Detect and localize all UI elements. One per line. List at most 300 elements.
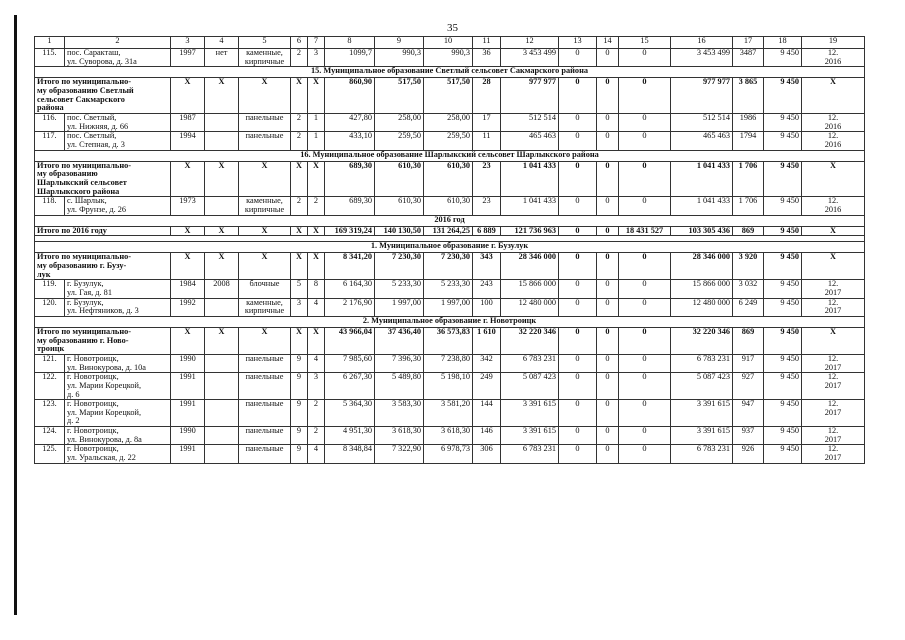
column-number-row <box>35 37 865 49</box>
total-cell: 0 <box>597 327 619 354</box>
table-cell: 2008 <box>205 280 239 298</box>
table-cell <box>205 427 239 445</box>
total-cell: X <box>205 253 239 280</box>
table-cell: 0 <box>619 49 671 67</box>
total-cell: 1 610 <box>473 327 501 354</box>
row-number: 117. <box>35 132 65 150</box>
column-number: 16 <box>671 37 733 49</box>
total-cell: X <box>239 226 291 236</box>
table-cell: 7 396,30 <box>375 355 424 373</box>
table-cell: 1 041 433 <box>501 197 559 215</box>
table-cell <box>205 132 239 150</box>
table-cell: 0 <box>597 49 619 67</box>
row-number: 116. <box>35 114 65 132</box>
table-cell: 1984 <box>171 280 205 298</box>
row-number: 119. <box>35 280 65 298</box>
total-cell: X <box>291 78 308 114</box>
table-cell: 0 <box>559 114 597 132</box>
table-cell: 12 480 000 <box>671 298 733 316</box>
table-cell: 12. 2017 <box>802 427 865 445</box>
total-row <box>35 226 865 236</box>
table-cell: 0 <box>619 280 671 298</box>
table-cell: 3 583,30 <box>375 400 424 427</box>
table-cell: 5 364,30 <box>325 400 375 427</box>
table-cell: 8 <box>308 280 325 298</box>
table-cell: 7 985,60 <box>325 355 375 373</box>
table-cell: 12. 2017 <box>802 400 865 427</box>
table-cell: 5 <box>291 280 308 298</box>
table-cell: 0 <box>559 373 597 400</box>
column-number: 4 <box>205 37 239 49</box>
table-cell: 2 <box>308 197 325 215</box>
table-cell: 12. 2017 <box>802 298 865 316</box>
total-cell: 0 <box>559 78 597 114</box>
total-cell: 9 450 <box>764 78 802 114</box>
total-cell: 7 230,30 <box>424 253 473 280</box>
table-cell: 1 997,00 <box>424 298 473 316</box>
table-cell: панельные <box>239 355 291 373</box>
total-cell: 103 305 436 <box>671 226 733 236</box>
address-cell: г. Новотроицк, ул. Уральская, д. 22 <box>65 445 171 463</box>
table-cell: 6 783 231 <box>501 445 559 463</box>
total-cell: 7 230,30 <box>375 253 424 280</box>
table-cell: 3 <box>291 298 308 316</box>
total-cell: 0 <box>619 327 671 354</box>
table-cell: 0 <box>597 373 619 400</box>
table-cell: панельные <box>239 427 291 445</box>
table-cell: 9 <box>291 355 308 373</box>
table-cell: 3 391 615 <box>501 400 559 427</box>
table-cell: 249 <box>473 373 501 400</box>
total-cell: 9 450 <box>764 327 802 354</box>
table-cell: 0 <box>559 445 597 463</box>
address-cell: г. Новотроицк, ул. Винокурова, д. 10а <box>65 355 171 373</box>
table-cell: 146 <box>473 427 501 445</box>
table-cell: 12. 2017 <box>802 373 865 400</box>
table-cell: 9 <box>291 400 308 427</box>
table-cell: 512 514 <box>671 114 733 132</box>
table-cell: 3 618,30 <box>424 427 473 445</box>
table-cell: 15 866 000 <box>501 280 559 298</box>
column-number: 15 <box>619 37 671 49</box>
table-cell: панельные <box>239 445 291 463</box>
column-number: 8 <box>325 37 375 49</box>
table-cell: панельные <box>239 132 291 150</box>
table-cell: 4 <box>308 355 325 373</box>
table-cell: 9 450 <box>764 114 802 132</box>
total-cell: 6 889 <box>473 226 501 236</box>
total-label: Итого по муниципально- му образованию г. Ново- троицк <box>35 327 171 354</box>
total-cell: 131 264,25 <box>424 226 473 236</box>
section-heading-row <box>35 215 865 226</box>
table-cell: 15 866 000 <box>671 280 733 298</box>
total-cell: 0 <box>597 253 619 280</box>
table-row <box>35 445 865 463</box>
total-cell: X <box>308 327 325 354</box>
table-cell: 12. 2017 <box>802 445 865 463</box>
total-cell: 9 450 <box>764 161 802 197</box>
binding-margin-line <box>14 15 17 615</box>
table-cell: 9 450 <box>764 373 802 400</box>
table-cell: 0 <box>619 373 671 400</box>
table-cell: 0 <box>619 427 671 445</box>
table-cell: 3 391 615 <box>501 427 559 445</box>
total-cell: X <box>171 327 205 354</box>
total-cell: 0 <box>597 161 619 197</box>
table-cell: 433,10 <box>325 132 375 150</box>
address-cell: г. Новотроицк, ул. Винокурова, д. 8а <box>65 427 171 445</box>
table-cell: 1099,7 <box>325 49 375 67</box>
total-label: Итого по муниципально- му образованию г. Бузу- лук <box>35 253 171 280</box>
table-cell: 1990 <box>171 427 205 445</box>
total-cell: 517,50 <box>424 78 473 114</box>
total-cell: 169 319,24 <box>325 226 375 236</box>
column-number: 17 <box>733 37 764 49</box>
table-cell: 1994 <box>171 132 205 150</box>
table-row <box>35 197 865 215</box>
table-cell: 990,3 <box>424 49 473 67</box>
total-cell: X <box>291 327 308 354</box>
table-cell: 0 <box>619 400 671 427</box>
total-cell: 610,30 <box>375 161 424 197</box>
total-cell: X <box>239 161 291 197</box>
table-cell: 9 450 <box>764 355 802 373</box>
table-cell: 1 <box>308 132 325 150</box>
total-row <box>35 253 865 280</box>
table-cell: 342 <box>473 355 501 373</box>
total-cell: X <box>308 253 325 280</box>
table-cell: 0 <box>619 197 671 215</box>
table-cell: панельные <box>239 373 291 400</box>
table-cell: 11 <box>473 132 501 150</box>
table-cell: нет <box>205 49 239 67</box>
table-row <box>35 114 865 132</box>
table-row <box>35 132 865 150</box>
table-cell: панельные <box>239 114 291 132</box>
column-number: 2 <box>65 37 171 49</box>
row-number: 122. <box>35 373 65 400</box>
total-label: Итого по муниципально- му образованию Светлый сельсовет Сакмарского района <box>35 78 171 114</box>
section-heading-row <box>35 67 865 78</box>
table-cell: 1991 <box>171 400 205 427</box>
table-cell: 1973 <box>171 197 205 215</box>
total-cell: X <box>171 78 205 114</box>
table-cell: 0 <box>597 132 619 150</box>
total-cell: X <box>205 226 239 236</box>
table-cell <box>205 445 239 463</box>
column-number: 11 <box>473 37 501 49</box>
table-cell: 3487 <box>733 49 764 67</box>
table-cell: 7 238,80 <box>424 355 473 373</box>
table-cell: 0 <box>559 427 597 445</box>
table-row <box>35 373 865 400</box>
table-cell: 1990 <box>171 355 205 373</box>
total-cell: 36 573,83 <box>424 327 473 354</box>
table-cell: 3 453 499 <box>671 49 733 67</box>
total-cell: X <box>239 253 291 280</box>
table-cell: 0 <box>559 197 597 215</box>
table-cell: 4 <box>308 445 325 463</box>
total-cell: X <box>239 78 291 114</box>
table-cell: 465 463 <box>671 132 733 150</box>
table-cell: 6 978,73 <box>424 445 473 463</box>
column-number: 3 <box>171 37 205 49</box>
total-cell: X <box>171 253 205 280</box>
table-cell: 4 <box>308 298 325 316</box>
total-cell: 0 <box>559 253 597 280</box>
table-row <box>35 427 865 445</box>
total-cell: 0 <box>597 78 619 114</box>
table-cell: 9 450 <box>764 280 802 298</box>
total-cell: 18 431 527 <box>619 226 671 236</box>
column-number: 10 <box>424 37 473 49</box>
total-cell: 3 920 <box>733 253 764 280</box>
table-cell <box>205 114 239 132</box>
total-cell: 610,30 <box>424 161 473 197</box>
total-cell: 121 736 963 <box>501 226 559 236</box>
total-cell: X <box>171 226 205 236</box>
address-cell: пос. Светлый, ул. Степная, д. 3 <box>65 132 171 150</box>
table-cell: каменные, кирпичные <box>239 298 291 316</box>
table-cell: 427,80 <box>325 114 375 132</box>
total-cell: 32 220 346 <box>671 327 733 354</box>
table-cell: 0 <box>559 298 597 316</box>
table-cell: 689,30 <box>325 197 375 215</box>
total-cell: X <box>205 327 239 354</box>
total-cell: 689,30 <box>325 161 375 197</box>
table-cell <box>205 400 239 427</box>
total-cell: 0 <box>619 78 671 114</box>
table-cell: 1991 <box>171 445 205 463</box>
total-cell: X <box>205 78 239 114</box>
total-cell: 28 346 000 <box>501 253 559 280</box>
table-cell <box>205 373 239 400</box>
total-row <box>35 78 865 114</box>
total-cell: X <box>239 327 291 354</box>
total-cell: 1 041 433 <box>501 161 559 197</box>
total-cell: 28 346 000 <box>671 253 733 280</box>
column-number: 5 <box>239 37 291 49</box>
table-cell: 2 <box>291 132 308 150</box>
table-cell: 6 164,30 <box>325 280 375 298</box>
table-cell: 259,50 <box>424 132 473 150</box>
table-cell: 9 450 <box>764 197 802 215</box>
table-cell: 3 391 615 <box>671 427 733 445</box>
total-cell: 37 436,40 <box>375 327 424 354</box>
address-cell: пос. Светлый, ул. Нижняя, д. 66 <box>65 114 171 132</box>
section-heading-row <box>35 242 865 253</box>
column-number: 14 <box>597 37 619 49</box>
table-cell: 12. 2016 <box>802 49 865 67</box>
table-cell: 2 <box>291 49 308 67</box>
table-cell: 1986 <box>733 114 764 132</box>
table-cell: 0 <box>619 445 671 463</box>
total-cell: X <box>308 161 325 197</box>
table-cell: 1 <box>308 114 325 132</box>
total-cell: 32 220 346 <box>501 327 559 354</box>
table-cell: 0 <box>597 400 619 427</box>
address-cell: г. Новотроицк, ул. Марии Корецкой, д. 6 <box>65 373 171 400</box>
table-cell: 0 <box>597 445 619 463</box>
total-cell: 140 130,50 <box>375 226 424 236</box>
total-cell: 28 <box>473 78 501 114</box>
total-cell: X <box>205 161 239 197</box>
address-cell: г. Бузулук, ул. Нефтяников, д. 3 <box>65 298 171 316</box>
table-row <box>35 298 865 316</box>
total-cell: X <box>171 161 205 197</box>
table-cell: 9 450 <box>764 427 802 445</box>
table-cell: 3 <box>308 373 325 400</box>
section-heading-row <box>35 316 865 327</box>
table-cell: 258,00 <box>375 114 424 132</box>
total-cell: X <box>291 161 308 197</box>
table-cell: 0 <box>597 298 619 316</box>
table-cell: 258,00 <box>424 114 473 132</box>
total-cell: 1 706 <box>733 161 764 197</box>
housing-repair-table <box>34 36 865 464</box>
table-cell: 9 450 <box>764 49 802 67</box>
total-row <box>35 161 865 197</box>
table-cell: 259,50 <box>375 132 424 150</box>
table-cell: 5 087 423 <box>671 373 733 400</box>
table-cell: 0 <box>597 355 619 373</box>
table-cell: 0 <box>559 400 597 427</box>
column-number: 18 <box>764 37 802 49</box>
table-cell: 2 <box>291 114 308 132</box>
table-cell: 9 450 <box>764 132 802 150</box>
table-cell: 3 <box>308 49 325 67</box>
column-number: 7 <box>308 37 325 49</box>
row-number: 121. <box>35 355 65 373</box>
table-cell: 947 <box>733 400 764 427</box>
row-number: 124. <box>35 427 65 445</box>
table-cell: 937 <box>733 427 764 445</box>
table-cell: 5 233,30 <box>424 280 473 298</box>
table-cell: 0 <box>619 355 671 373</box>
table-cell: 0 <box>597 280 619 298</box>
total-cell: X <box>308 226 325 236</box>
address-cell: с. Шарлык, ул. Фрунзе, д. 26 <box>65 197 171 215</box>
row-number: 120. <box>35 298 65 316</box>
total-cell: 3 865 <box>733 78 764 114</box>
address-cell: пос. Саракташ, ул. Суворова, д. 31а <box>65 49 171 67</box>
table-cell: 6 249 <box>733 298 764 316</box>
table-cell: 0 <box>559 280 597 298</box>
table-cell: 990,3 <box>375 49 424 67</box>
table-cell: каменные, кирпичные <box>239 197 291 215</box>
table-row <box>35 49 865 67</box>
table-cell: 6 783 231 <box>671 445 733 463</box>
column-number: 19 <box>802 37 865 49</box>
table-cell: 5 087 423 <box>501 373 559 400</box>
total-cell: 43 966,04 <box>325 327 375 354</box>
total-cell: 1 041 433 <box>671 161 733 197</box>
section-heading: 15. Муниципальное образование Светлый сельсовет Сакмарского района <box>35 67 865 78</box>
total-cell: X <box>802 253 865 280</box>
table-cell: 144 <box>473 400 501 427</box>
table-cell: 2 <box>291 197 308 215</box>
column-number: 9 <box>375 37 424 49</box>
table-cell: 12. 2016 <box>802 197 865 215</box>
table-cell: 23 <box>473 197 501 215</box>
page-number: 35 <box>447 22 458 34</box>
table-cell: 3 032 <box>733 280 764 298</box>
total-cell: 977 977 <box>501 78 559 114</box>
table-cell: 2 176,90 <box>325 298 375 316</box>
total-cell: 869 <box>733 226 764 236</box>
table-cell: 3 453 499 <box>501 49 559 67</box>
table-cell: 1991 <box>171 373 205 400</box>
table-cell: 1997 <box>171 49 205 67</box>
table-cell: 12. 2017 <box>802 280 865 298</box>
table-cell: 0 <box>559 355 597 373</box>
table-row <box>35 280 865 298</box>
table-cell: 1794 <box>733 132 764 150</box>
table-cell: 917 <box>733 355 764 373</box>
total-cell: X <box>802 161 865 197</box>
column-number: 1 <box>35 37 65 49</box>
section-heading: 2016 год <box>35 215 865 226</box>
table-cell: 5 198,10 <box>424 373 473 400</box>
table-cell: 12 480 000 <box>501 298 559 316</box>
section-heading-row <box>35 150 865 161</box>
table-cell: 5 233,30 <box>375 280 424 298</box>
table-cell: 610,30 <box>424 197 473 215</box>
row-number: 115. <box>35 49 65 67</box>
total-cell: 23 <box>473 161 501 197</box>
table-cell: 1 041 433 <box>671 197 733 215</box>
total-cell: 517,50 <box>375 78 424 114</box>
table-cell: 3 391 615 <box>671 400 733 427</box>
column-number: 13 <box>559 37 597 49</box>
table-cell: 12. 2016 <box>802 132 865 150</box>
table-cell: 306 <box>473 445 501 463</box>
total-cell: 8 341,20 <box>325 253 375 280</box>
total-cell: X <box>802 327 865 354</box>
table-cell: каменные, кирпичные <box>239 49 291 67</box>
table-cell: 9 450 <box>764 445 802 463</box>
table-cell: 610,30 <box>375 197 424 215</box>
total-cell: 0 <box>559 161 597 197</box>
total-label: Итого по муниципально- му образованию Шарлыкский сельсовет Шарлыкского района <box>35 161 171 197</box>
table-cell: 465 463 <box>501 132 559 150</box>
table-cell: 17 <box>473 114 501 132</box>
table-cell: 0 <box>619 114 671 132</box>
table-cell: 0 <box>597 197 619 215</box>
total-cell: 9 450 <box>764 226 802 236</box>
address-cell: г. Бузулук, ул. Гая, д. 81 <box>65 280 171 298</box>
table-cell: 0 <box>559 132 597 150</box>
row-number: 125. <box>35 445 65 463</box>
total-cell: 0 <box>559 327 597 354</box>
table-cell: 12. 2017 <box>802 355 865 373</box>
table-cell: 36 <box>473 49 501 67</box>
table-cell: 0 <box>619 298 671 316</box>
table-cell: 0 <box>597 114 619 132</box>
table-cell: 927 <box>733 373 764 400</box>
total-cell: 0 <box>619 161 671 197</box>
table-cell: 100 <box>473 298 501 316</box>
table-cell: 1987 <box>171 114 205 132</box>
row-number: 123. <box>35 400 65 427</box>
table-cell: 9 450 <box>764 298 802 316</box>
total-row <box>35 327 865 354</box>
table-cell: 8 348,84 <box>325 445 375 463</box>
section-heading: 1. Муниципальное образование г. Бузулук <box>35 242 865 253</box>
table-cell: 6 783 231 <box>671 355 733 373</box>
table-cell: панельные <box>239 400 291 427</box>
table-cell <box>205 197 239 215</box>
